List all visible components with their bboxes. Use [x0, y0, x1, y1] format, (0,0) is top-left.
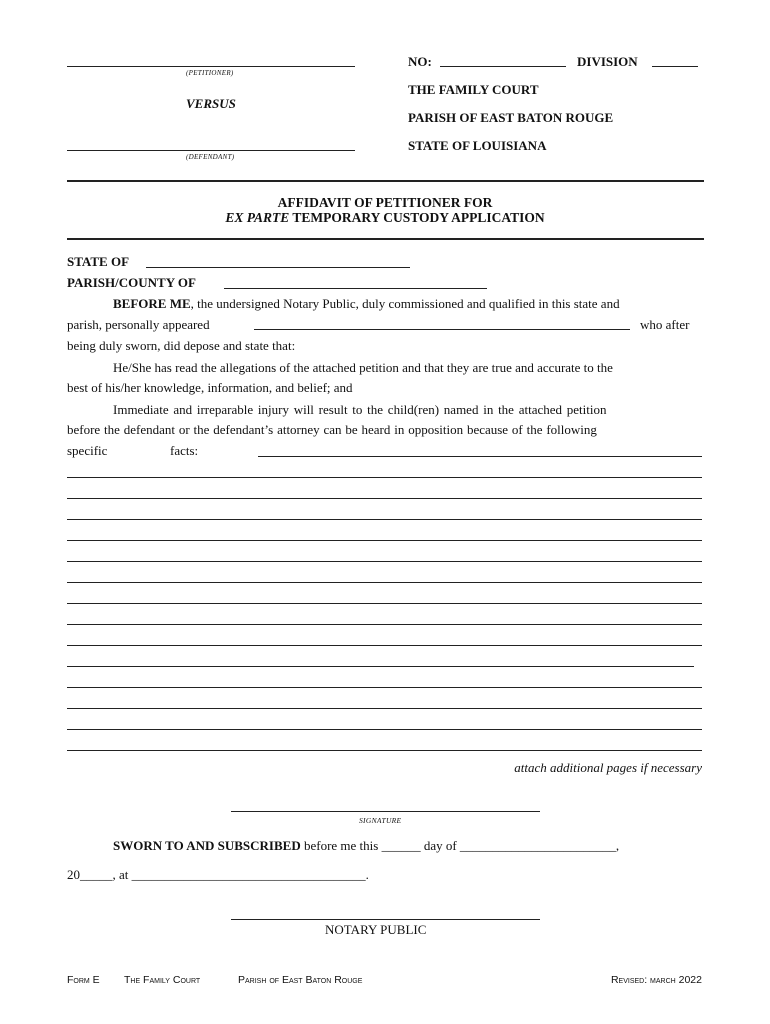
division-label: DIVISION: [577, 54, 638, 69]
footer-form: Form E: [67, 974, 100, 986]
facts-line[interactable]: [67, 561, 702, 562]
allegations-line1: He/She has read the allegations of the attached petition and that they are true and accurate to the: [113, 360, 613, 375]
case-no-label: NO:: [408, 54, 432, 69]
title-divider: [67, 238, 704, 240]
parish-county-line[interactable]: [224, 288, 487, 289]
facts-line[interactable]: [67, 477, 702, 478]
facts-line[interactable]: [67, 498, 702, 499]
sworn-bold: SWORN TO AND SUBSCRIBED: [113, 838, 301, 853]
duly-sworn-text: being duly sworn, did depose and state that:: [67, 338, 296, 353]
facts-line[interactable]: [67, 624, 702, 625]
who-after-text: who after: [640, 317, 690, 332]
facts-line[interactable]: [67, 519, 702, 520]
attach-note: attach additional pages if necessary: [514, 760, 702, 775]
parish-personally-text: parish, personally appeared: [67, 317, 210, 332]
specific-text: specific: [67, 443, 108, 458]
defendant-line[interactable]: [67, 150, 355, 151]
notary-signature-line[interactable]: [231, 919, 540, 920]
petitioner-line[interactable]: [67, 66, 355, 67]
state-of-line[interactable]: [146, 267, 410, 268]
footer-revised: Revised: march 2022: [610, 974, 702, 986]
injury-line2: before the defendant or the defendant’s attorney can be heard in opposition because of the following: [67, 422, 597, 437]
parish-county-label: PARISH/COUNTY OF: [67, 275, 196, 290]
case-no-line[interactable]: [440, 66, 566, 67]
before-me-text: [113, 296, 620, 312]
facts-line[interactable]: [67, 708, 702, 709]
facts-line[interactable]: [67, 582, 702, 583]
document-title-line2: [0, 210, 770, 226]
facts-line[interactable]: [67, 666, 694, 667]
footer-court: The Family Court: [124, 974, 201, 986]
signature-line[interactable]: [231, 811, 540, 812]
allegations-line2: best of his/her knowledge, information, and belief; and: [67, 380, 353, 395]
facts-line[interactable]: [67, 729, 702, 730]
defendant-label: (DEFENDANT): [186, 153, 235, 161]
notary-public-label: NOTARY PUBLIC: [325, 922, 427, 937]
versus-label: VERSUS: [186, 96, 236, 111]
ex-parte-text: EX PARTE: [225, 210, 290, 225]
title-rest-text: TEMPORARY CUSTODY APPLICATION: [289, 210, 545, 225]
before-me-bold: BEFORE ME: [113, 296, 191, 311]
sworn-text: [113, 838, 619, 854]
document-title-line1: AFFIDAVIT OF PETITIONER FOR: [277, 195, 493, 210]
sworn-rest: before me this ______ day of ________________________,: [300, 838, 620, 853]
facts-line[interactable]: [67, 687, 702, 688]
top-divider: [67, 180, 704, 182]
footer-parish: Parish of East Baton Rouge: [238, 974, 363, 986]
facts-line[interactable]: [67, 540, 702, 541]
parish-name: PARISH OF EAST BATON ROUGE: [408, 110, 614, 125]
state-name: STATE OF LOUISIANA: [408, 138, 547, 153]
injury-line1: Immediate and irreparable injury will result to the child(ren) named in the attached petition: [113, 402, 607, 417]
before-me-rest: , the undersigned Notary Public, duly commissioned and qualified in this state and: [190, 296, 620, 311]
state-of-label: STATE OF: [67, 254, 130, 269]
facts-line[interactable]: [67, 645, 702, 646]
signature-label: SIGNATURE: [359, 816, 402, 825]
facts-line[interactable]: [67, 603, 702, 604]
division-line[interactable]: [652, 66, 698, 67]
court-name: THE FAMILY COURT: [408, 82, 539, 97]
facts-line-first[interactable]: [258, 456, 702, 457]
affiant-name-line[interactable]: [254, 329, 630, 330]
year-location-text: 20_____, at ____________________________________.: [67, 867, 369, 882]
petitioner-label: (PETITIONER): [186, 69, 234, 77]
facts-text: facts:: [170, 443, 199, 458]
facts-line[interactable]: [67, 750, 702, 751]
